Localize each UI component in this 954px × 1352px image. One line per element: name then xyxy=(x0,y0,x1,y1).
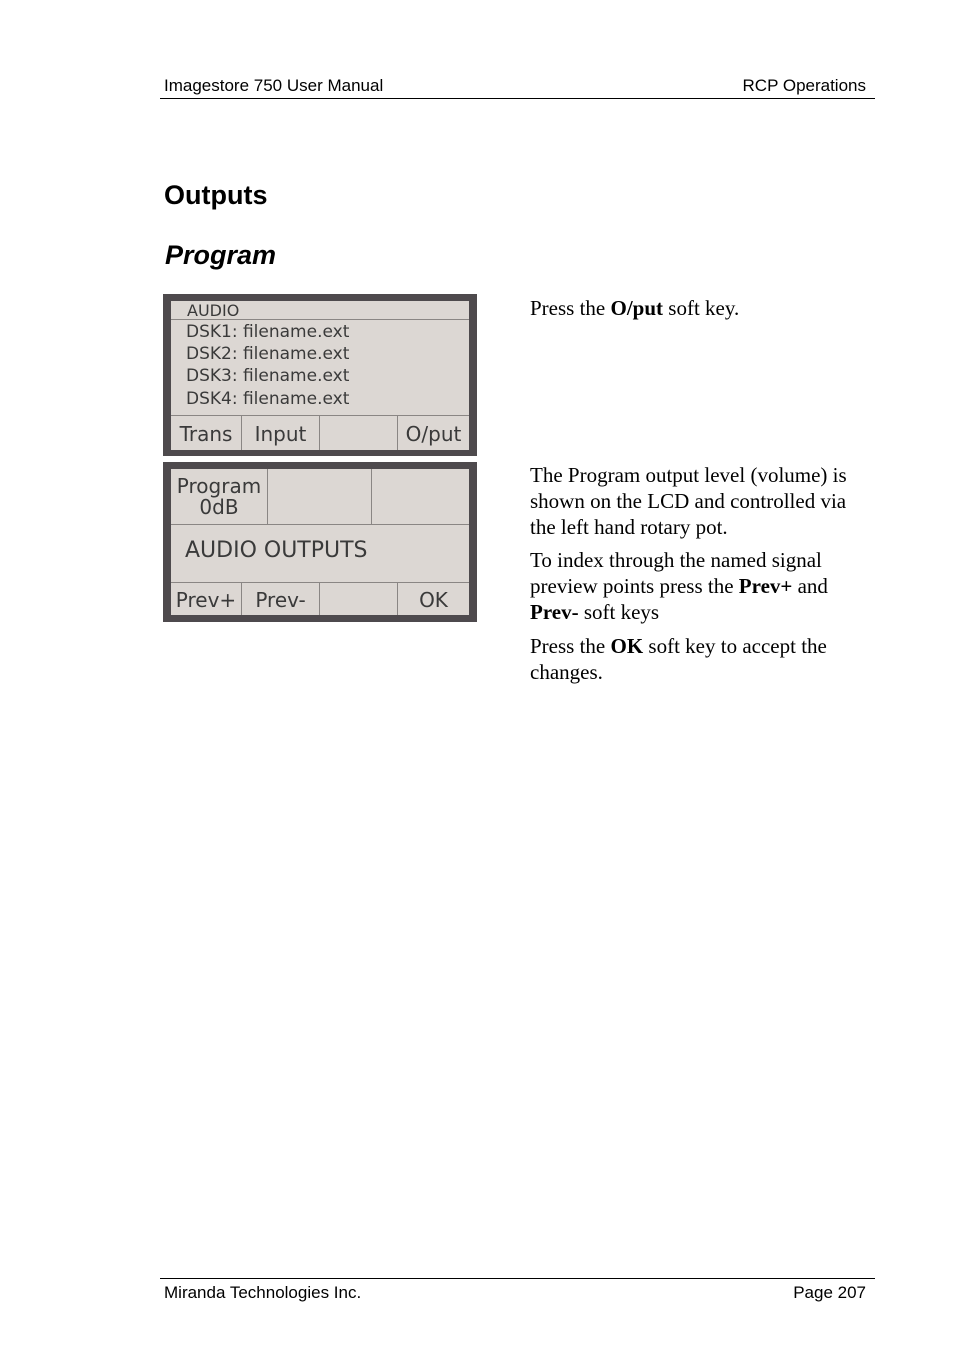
lcd-screen xyxy=(171,469,469,615)
program-level-cell xyxy=(171,469,268,524)
dsk-line: DSK3: filename.ext xyxy=(186,366,350,386)
text-run: soft key to accept the changes. xyxy=(530,634,827,684)
lcd-top-row xyxy=(171,469,469,525)
lcd-empty-cell xyxy=(372,469,469,524)
soft-key-blank xyxy=(320,583,398,615)
section-title: Outputs xyxy=(164,180,268,210)
text-run: and xyxy=(792,574,828,598)
soft-key-blank xyxy=(320,416,398,450)
subsection-title: Program xyxy=(165,240,277,270)
text-run: Press the xyxy=(530,296,611,320)
instruction-oput xyxy=(530,295,870,321)
soft-key-oput: O/put xyxy=(405,422,462,446)
soft-key-prev-minus: Prev- xyxy=(242,583,320,615)
paragraph-program-level: The Program output level (volume) is shown on the LCD and controlled via the left hand rotary pot. xyxy=(530,463,847,539)
soft-key-row xyxy=(171,415,469,450)
lcd-display-audio-outputs xyxy=(163,462,477,622)
footer-rule xyxy=(160,1278,875,1279)
dsk-line: DSK1: filename.ext xyxy=(186,322,350,342)
dsk-line: DSK2: filename.ext xyxy=(186,344,350,364)
key-name-bold: OK xyxy=(610,634,644,658)
audio-outputs-label: AUDIO OUTPUTS xyxy=(185,538,368,563)
lcd-title: AUDIO xyxy=(187,301,240,320)
instruction-prev-keys xyxy=(530,547,870,625)
soft-key-trans: Trans xyxy=(171,416,242,450)
lcd-empty-cell xyxy=(268,469,372,524)
soft-key-ok: OK xyxy=(419,588,448,612)
program-level-value: 0dB xyxy=(199,495,239,519)
lcd-display-audio-menu xyxy=(163,294,477,456)
text-run: To index through the named signal preview points press the xyxy=(530,548,822,598)
lcd-title-divider xyxy=(171,319,469,320)
text-run: soft keys xyxy=(578,600,660,624)
dsk-line: DSK4: filename.ext xyxy=(186,389,350,409)
page-number: Page 207 xyxy=(793,1283,866,1302)
instruction-ok xyxy=(530,633,870,685)
key-name-bold: Prev- xyxy=(530,600,579,624)
text-run: soft key. xyxy=(663,296,740,320)
program-label: Program xyxy=(176,474,262,498)
key-name-bold: O/put xyxy=(610,296,664,320)
header-title: Imagestore 750 User Manual xyxy=(164,76,384,95)
footer-company: Miranda Technologies Inc. xyxy=(164,1283,362,1302)
soft-key-row xyxy=(171,582,469,615)
key-name-bold: Prev+ xyxy=(738,574,793,598)
text-run: Press the xyxy=(530,634,611,658)
soft-key-prev-plus: Prev+ xyxy=(171,583,242,615)
lcd-screen xyxy=(171,301,469,450)
header-rule xyxy=(160,98,875,99)
header-section: RCP Operations xyxy=(742,76,866,95)
soft-key-input: Input xyxy=(242,416,320,450)
